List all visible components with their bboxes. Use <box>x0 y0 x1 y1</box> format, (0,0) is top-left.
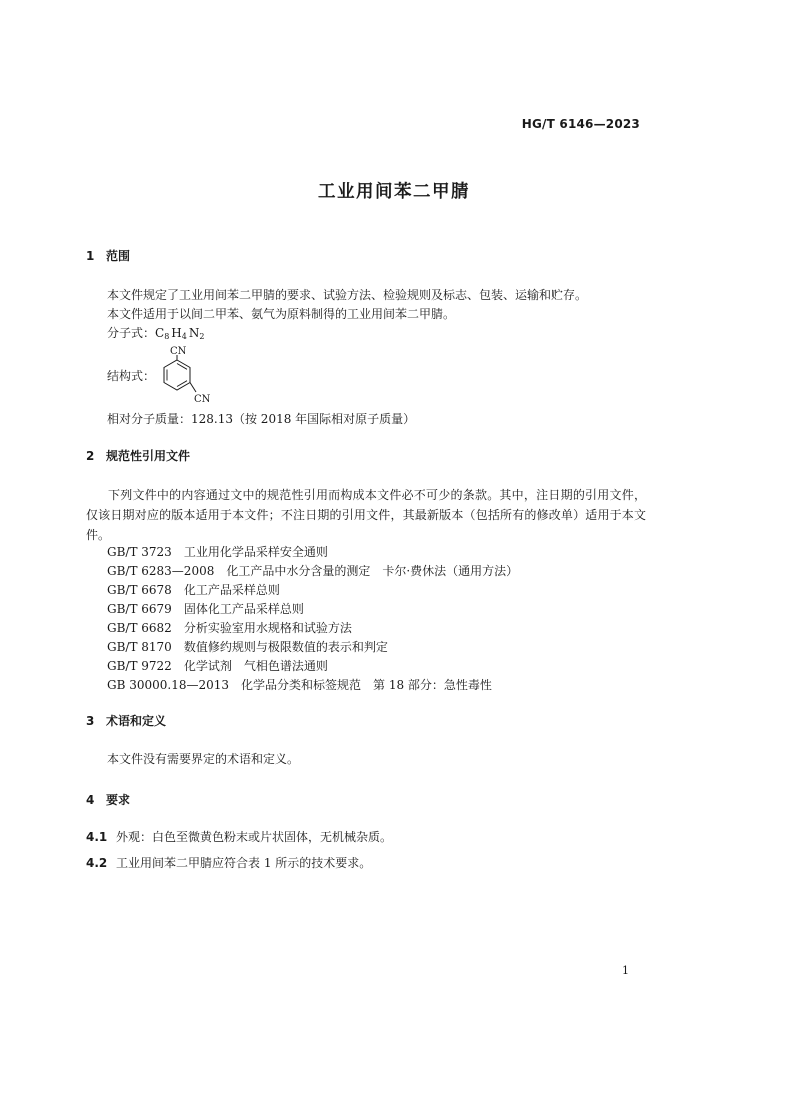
reference-item <box>107 620 352 636</box>
formula-c: C <box>155 326 165 340</box>
structural-formula-diagram <box>160 345 230 407</box>
reference-code: GB/T 6283—2008 <box>107 564 215 578</box>
reference-title: 分析实验室用水规格和试验方法 <box>183 621 352 635</box>
reference-title: 固体化工产品采样总则 <box>183 602 304 616</box>
section-title: 规范性引用文件 <box>106 449 191 463</box>
references-intro: 下列文件中的内容通过文中的规范性引用而构成本文件必不可少的条款。其中，注日期的引用文件，仅该日期对应的版本适用于本文件；不注日期的引用文件，其最新版本（包括所有的修改单）适用于本文件。 <box>86 488 646 542</box>
formula-c-sub: 8 <box>164 332 170 341</box>
section-title: 范围 <box>106 249 131 263</box>
clause-number: 4.1 <box>86 830 108 844</box>
clause-number: 4.2 <box>86 856 108 870</box>
scope-line-1: 本文件规定了工业用间苯二甲腈的要求、试验方法、检验规则及标志、包装、运输和贮存。 <box>107 288 588 302</box>
formula-h: H <box>171 326 182 340</box>
reference-code: GB/T 6678 <box>107 583 172 597</box>
reference-code: GB 30000.18—2013 <box>107 678 230 692</box>
section-number: 4 <box>86 793 95 807</box>
top-cn-label: CN <box>170 346 187 357</box>
reference-title: 化学试剂 气相色谱法通则 <box>183 659 328 673</box>
reference-code: GB/T 8170 <box>107 640 172 654</box>
reference-code: GB/T 6682 <box>107 621 172 635</box>
page-number: 1 <box>622 964 629 977</box>
benzene-ring <box>164 360 190 390</box>
standard-code: HG/T 6146—2023 <box>521 117 640 131</box>
clause-text: 工业用间苯二甲腈应符合表 1 所示的技术要求。 <box>116 856 372 870</box>
formula-n-sub: 2 <box>199 332 205 341</box>
section-heading-requirements <box>86 792 130 808</box>
section-heading-terms <box>86 713 166 729</box>
section-number: 3 <box>86 714 95 728</box>
reference-code: GB/T 3723 <box>107 545 172 559</box>
reference-item <box>107 601 304 617</box>
reference-title: 化工产品采样总则 <box>183 583 280 597</box>
reference-item <box>107 563 518 579</box>
reference-item <box>107 544 328 560</box>
clause-text: 外观：白色至微黄色粉末或片状固体，无机械杂质。 <box>116 830 393 844</box>
reference-title: 数值修约规则与极限数值的表示和判定 <box>183 640 388 654</box>
structure-label: 结构式： <box>107 369 156 383</box>
section-title: 术语和定义 <box>106 714 167 728</box>
reference-code: GB/T 6679 <box>107 602 172 616</box>
section-title: 要求 <box>106 793 131 807</box>
scope-line-2: 本文件适用于以间二甲苯、氨气为原料制得的工业用间苯二甲腈。 <box>107 307 456 321</box>
requirement-clause <box>86 829 392 845</box>
formula-n: N <box>188 326 200 340</box>
reference-item <box>107 582 280 598</box>
bottom-cn-label: CN <box>194 394 211 405</box>
reference-item <box>107 639 388 655</box>
molar-mass: 相对分子质量：128.13（按 2018 年国际相对原子质量） <box>107 412 416 426</box>
document-title: 工业用间苯二甲腈 <box>318 182 470 202</box>
reference-code: GB/T 9722 <box>107 659 172 673</box>
reference-title: 化学品分类和标签规范 第 18 部分：急性毒性 <box>241 678 492 692</box>
section-number: 1 <box>86 249 95 263</box>
reference-item <box>107 658 328 674</box>
section-number: 2 <box>86 449 95 463</box>
terms-text: 本文件没有需要界定的术语和定义。 <box>107 752 300 766</box>
requirement-clause <box>86 855 371 871</box>
reference-item <box>107 677 492 693</box>
formula-label: 分子式： <box>107 326 156 340</box>
reference-title: 化工产品中水分含量的测定 卡尔·费休法（通用方法） <box>226 564 519 578</box>
formula-h-sub: 4 <box>181 332 187 341</box>
bottom-substituent-bond <box>190 383 196 393</box>
section-heading-normative-references <box>86 448 190 464</box>
molecular-formula <box>107 325 204 345</box>
section-heading-scope <box>86 248 130 264</box>
reference-title: 工业用化学品采样安全通则 <box>183 545 328 559</box>
